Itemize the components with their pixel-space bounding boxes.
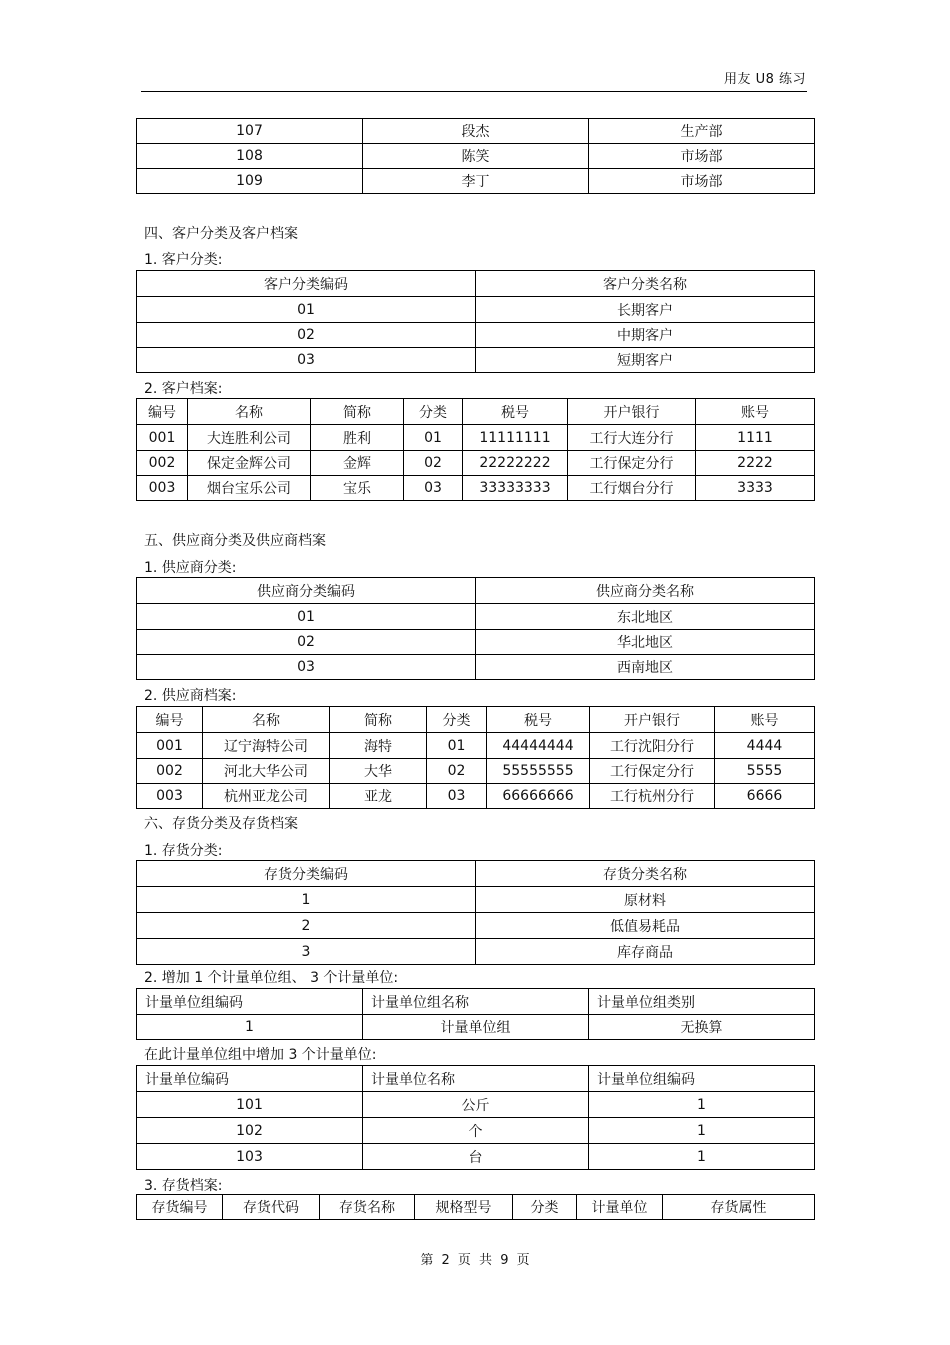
table-cell: 103 [137, 1144, 363, 1170]
column-header: 开户银行 [568, 399, 696, 425]
table-cell: 辽宁海特公司 [203, 733, 330, 759]
table-cell: 101 [137, 1092, 363, 1118]
table-cell: 原材料 [476, 887, 815, 913]
column-header: 分类 [513, 1195, 577, 1220]
employee-table-continued [136, 118, 815, 194]
column-header: 计量单位组名称 [363, 989, 589, 1015]
section4-subheading-1: 1. 客户分类: [144, 252, 223, 268]
table-cell: 03 [404, 476, 463, 501]
section6-subheading-2: 2. 增加 1 个计量单位组、 3 个计量单位: [144, 970, 399, 986]
table-row [137, 1118, 815, 1144]
customer-archive-table [136, 398, 815, 501]
table-cell: 工行沈阳分行 [590, 733, 715, 759]
table-cell: 22222222 [463, 451, 568, 476]
column-header: 编号 [137, 707, 203, 733]
table-cell: 33333333 [463, 476, 568, 501]
table-cell: 亚龙 [330, 784, 427, 809]
table-cell: 中期客户 [476, 323, 815, 348]
table-row [137, 733, 815, 759]
table-cell: 1 [589, 1144, 815, 1170]
table-header-row [137, 1066, 815, 1092]
column-header: 存货编号 [137, 1195, 223, 1220]
table-header-row [137, 861, 815, 887]
table-header-row [137, 399, 815, 425]
table-cell: 东北地区 [476, 604, 815, 630]
table-cell: 保定金辉公司 [188, 451, 311, 476]
table-cell: 003 [137, 476, 188, 501]
table-header-row [137, 578, 815, 604]
table-cell: 03 [137, 655, 476, 680]
table-cell: 1 [589, 1118, 815, 1144]
table-cell: 01 [404, 425, 463, 451]
table-cell: 01 [137, 604, 476, 630]
table-row [137, 348, 815, 373]
table-row [137, 630, 815, 655]
column-header: 简称 [311, 399, 404, 425]
employee-name: 段杰 [363, 119, 589, 144]
table-cell: 无换算 [589, 1015, 815, 1040]
header-divider [141, 91, 807, 92]
employee-id: 107 [137, 119, 363, 144]
table-cell: 11111111 [463, 425, 568, 451]
table-cell: 55555555 [487, 759, 590, 784]
unit-group-table [136, 988, 815, 1040]
table-cell: 02 [404, 451, 463, 476]
column-header: 名称 [188, 399, 311, 425]
table-row [137, 887, 815, 913]
table-cell: 5555 [715, 759, 815, 784]
column-header: 存货名称 [320, 1195, 415, 1220]
table-row [137, 604, 815, 630]
table-cell: 03 [427, 784, 487, 809]
section4-title: 四、客户分类及客户档案 [144, 226, 298, 242]
table-cell: 66666666 [487, 784, 590, 809]
table-cell: 公斤 [363, 1092, 589, 1118]
table-cell: 烟台宝乐公司 [188, 476, 311, 501]
column-header: 税号 [487, 707, 590, 733]
column-header: 简称 [330, 707, 427, 733]
table-row [137, 655, 815, 680]
table-cell: 6666 [715, 784, 815, 809]
table-cell: 2222 [696, 451, 815, 476]
table-header-row [137, 1195, 815, 1220]
column-header: 名称 [203, 707, 330, 733]
table-cell: 工行烟台分行 [568, 476, 696, 501]
table-cell: 库存商品 [476, 939, 815, 965]
column-header: 账号 [696, 399, 815, 425]
inventory-archive-table [136, 1194, 815, 1220]
column-header: 分类 [427, 707, 487, 733]
table-row [137, 1144, 815, 1170]
table-cell: 002 [137, 759, 203, 784]
table-cell: 1 [589, 1092, 815, 1118]
employee-name: 李丁 [363, 169, 589, 194]
table-cell: 002 [137, 451, 188, 476]
table-row [137, 451, 815, 476]
table-cell: 大连胜利公司 [188, 425, 311, 451]
section6-title: 六、存货分类及存货档案 [144, 816, 298, 832]
supplier-archive-table [136, 706, 815, 809]
table-cell: 工行保定分行 [590, 759, 715, 784]
column-header: 存货分类编码 [137, 861, 476, 887]
column-header: 计量单位组编码 [137, 989, 363, 1015]
table-cell: 3333 [696, 476, 815, 501]
table-row [137, 759, 815, 784]
table-header-row [137, 989, 815, 1015]
column-header: 存货属性 [663, 1195, 815, 1220]
employee-name: 陈笑 [363, 144, 589, 169]
section6-subheading-2b: 在此计量单位组中增加 3 个计量单位: [144, 1047, 377, 1063]
column-header: 计量单位编码 [137, 1066, 363, 1092]
column-header: 存货分类名称 [476, 861, 815, 887]
table-row [137, 425, 815, 451]
column-header: 供应商分类名称 [476, 578, 815, 604]
table-cell: 44444444 [487, 733, 590, 759]
column-header: 账号 [715, 707, 815, 733]
table-cell: 华北地区 [476, 630, 815, 655]
column-header: 客户分类编码 [137, 271, 476, 297]
table-cell: 003 [137, 784, 203, 809]
table-cell: 01 [427, 733, 487, 759]
column-header: 计量单位 [577, 1195, 663, 1220]
table-cell: 4444 [715, 733, 815, 759]
table-row [137, 297, 815, 323]
table-row [137, 476, 815, 501]
table-cell: 西南地区 [476, 655, 815, 680]
column-header: 开户银行 [590, 707, 715, 733]
page-number-footer: 第 2 页 共 9 页 [420, 1253, 530, 1268]
table-row [137, 1092, 815, 1118]
table-cell: 1 [137, 1015, 363, 1040]
column-header: 供应商分类编码 [137, 578, 476, 604]
table-cell: 台 [363, 1144, 589, 1170]
unit-table [136, 1065, 815, 1170]
table-cell: 大华 [330, 759, 427, 784]
table-cell: 102 [137, 1118, 363, 1144]
section4-subheading-2: 2. 客户档案: [144, 381, 223, 397]
table-cell: 02 [137, 630, 476, 655]
table-cell: 金辉 [311, 451, 404, 476]
table-cell: 海特 [330, 733, 427, 759]
section5-subheading-1: 1. 供应商分类: [144, 560, 237, 576]
section6-subheading-1: 1. 存货分类: [144, 843, 223, 859]
section5-title: 五、供应商分类及供应商档案 [144, 533, 326, 549]
table-cell: 03 [137, 348, 476, 373]
inventory-class-table [136, 860, 815, 965]
table-cell: 02 [427, 759, 487, 784]
table-header-row [137, 707, 815, 733]
table-header-row [137, 271, 815, 297]
table-cell: 长期客户 [476, 297, 815, 323]
column-header: 分类 [404, 399, 463, 425]
column-header: 计量单位组类别 [589, 989, 815, 1015]
table-row [137, 784, 815, 809]
table-cell: 3 [137, 939, 476, 965]
table-row [137, 939, 815, 965]
supplier-class-table [136, 577, 815, 680]
employee-dept: 市场部 [589, 169, 815, 194]
table-cell: 低值易耗品 [476, 913, 815, 939]
customer-class-table [136, 270, 815, 373]
page-header-title: 用友 U8 练习 [723, 72, 806, 87]
table-cell: 001 [137, 425, 188, 451]
table-cell: 个 [363, 1118, 589, 1144]
table-cell: 杭州亚龙公司 [203, 784, 330, 809]
table-cell: 工行保定分行 [568, 451, 696, 476]
table-cell: 短期客户 [476, 348, 815, 373]
table-cell: 1 [137, 887, 476, 913]
table-cell: 01 [137, 297, 476, 323]
table-cell: 计量单位组 [363, 1015, 589, 1040]
column-header: 规格型号 [415, 1195, 513, 1220]
table-row [137, 323, 815, 348]
table-row [137, 913, 815, 939]
column-header: 计量单位名称 [363, 1066, 589, 1092]
table-cell: 河北大华公司 [203, 759, 330, 784]
table-cell: 001 [137, 733, 203, 759]
table-cell: 1111 [696, 425, 815, 451]
column-header: 客户分类名称 [476, 271, 815, 297]
column-header: 编号 [137, 399, 188, 425]
table-row [137, 144, 815, 169]
employee-dept: 市场部 [589, 144, 815, 169]
section6-subheading-3: 3. 存货档案: [144, 1178, 223, 1194]
table-cell: 胜利 [311, 425, 404, 451]
employee-id: 108 [137, 144, 363, 169]
column-header: 税号 [463, 399, 568, 425]
table-row [137, 169, 815, 194]
table-cell: 宝乐 [311, 476, 404, 501]
table-row [137, 119, 815, 144]
table-cell: 工行杭州分行 [590, 784, 715, 809]
table-row [137, 1015, 815, 1040]
employee-id: 109 [137, 169, 363, 194]
employee-dept: 生产部 [589, 119, 815, 144]
column-header: 计量单位组编码 [589, 1066, 815, 1092]
table-cell: 02 [137, 323, 476, 348]
table-cell: 2 [137, 913, 476, 939]
table-cell: 工行大连分行 [568, 425, 696, 451]
section5-subheading-2: 2. 供应商档案: [144, 688, 237, 704]
column-header: 存货代码 [223, 1195, 320, 1220]
